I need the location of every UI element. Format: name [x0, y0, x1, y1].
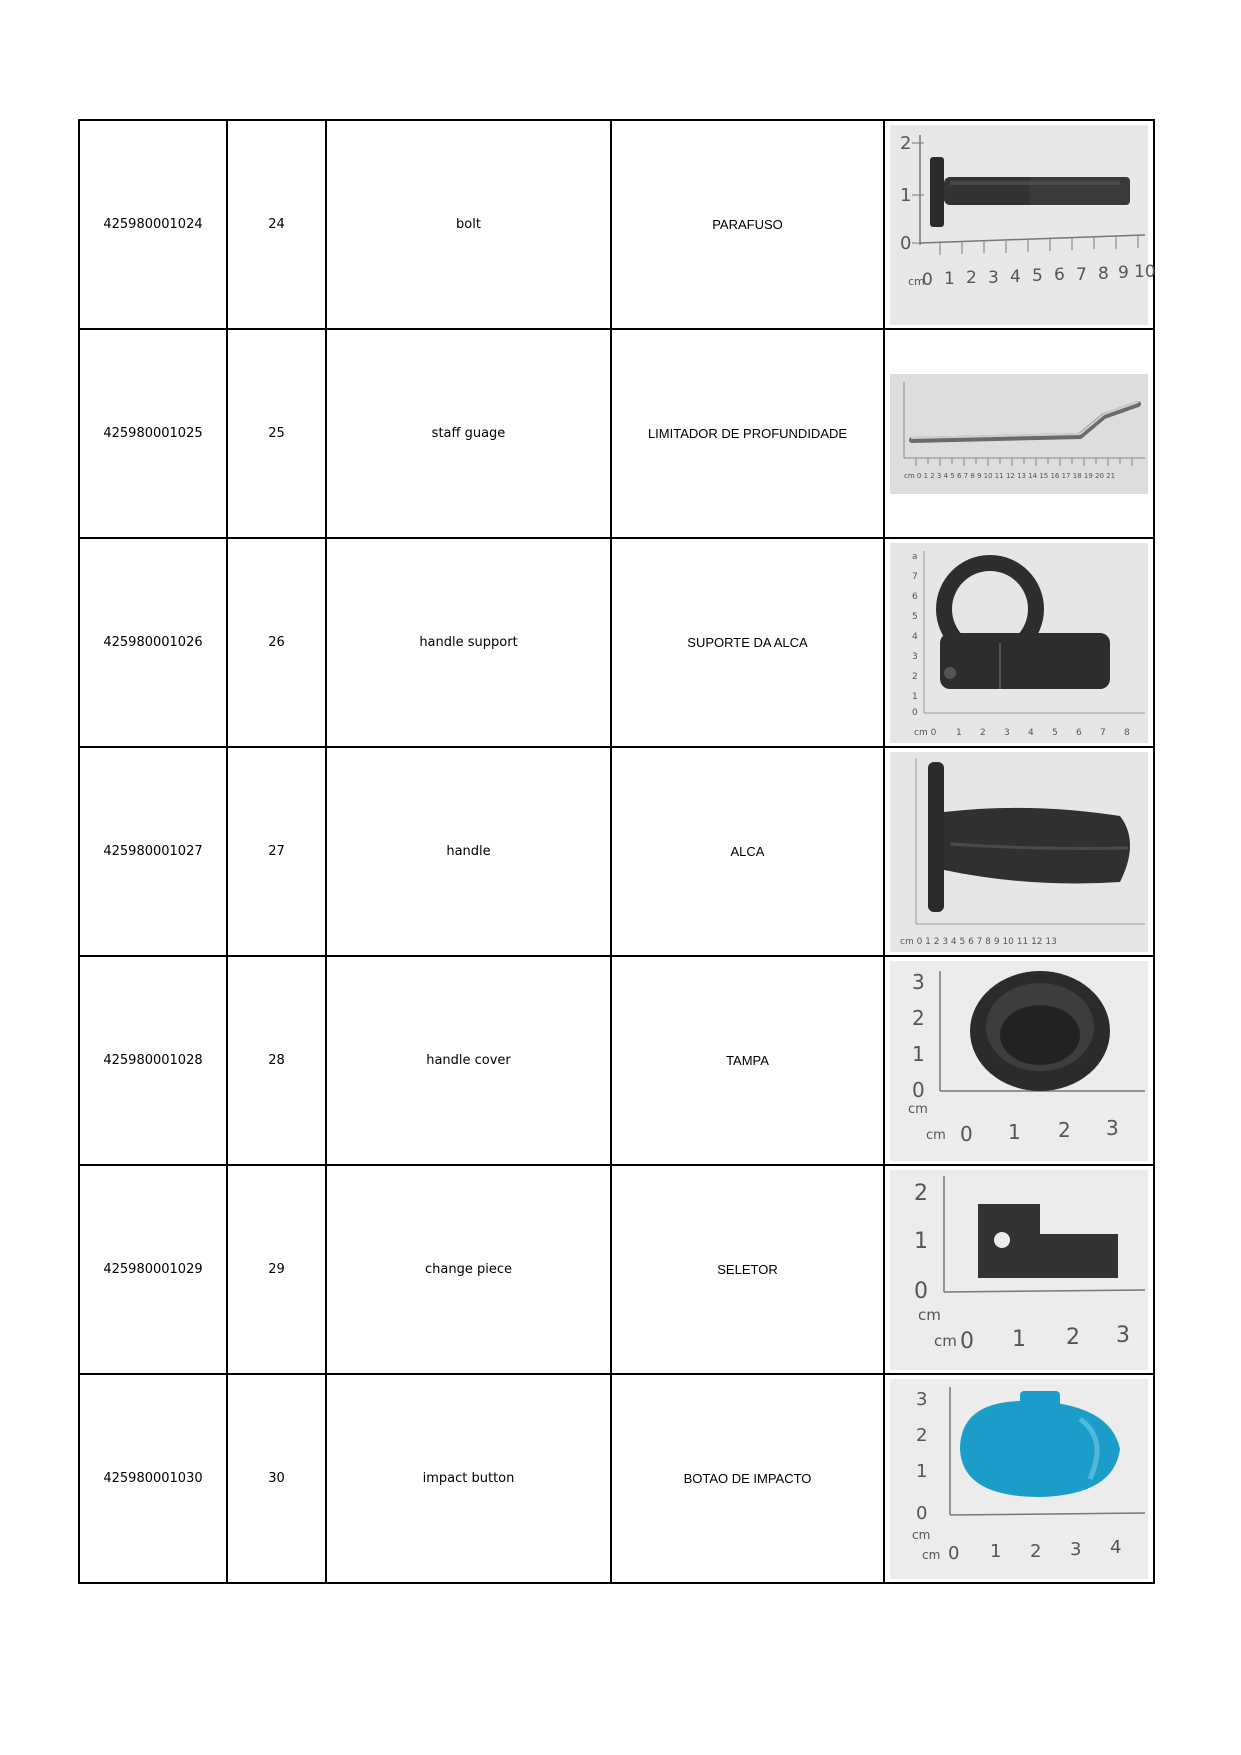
part-number-cell: 425980001024: [79, 120, 227, 329]
svg-text:1: 1: [944, 268, 955, 289]
english-name-cell: impact button: [326, 1374, 611, 1583]
svg-text:0: 0: [912, 1077, 925, 1102]
table-row: [79, 1374, 1154, 1583]
position-cell: 29: [227, 1165, 326, 1374]
svg-text:0: 0: [916, 1502, 928, 1524]
svg-text:cm: cm: [926, 1127, 946, 1143]
position-cell: 28: [227, 956, 326, 1165]
table-row: [79, 120, 1154, 329]
table-row: [79, 747, 1154, 956]
svg-text:6: 6: [1054, 264, 1065, 285]
svg-text:5: 5: [1032, 265, 1043, 286]
table-row: [79, 956, 1154, 1165]
side-handle-image: [890, 752, 1148, 952]
svg-text:1: 1: [1008, 1119, 1021, 1144]
svg-text:3: 3: [912, 651, 918, 662]
english-name-cell: staff guage: [326, 329, 611, 538]
position-cell: 25: [227, 329, 326, 538]
svg-text:5: 5: [1052, 727, 1058, 738]
svg-text:8: 8: [1098, 263, 1109, 284]
svg-text:1: 1: [916, 1460, 928, 1482]
parts-table: [78, 119, 1155, 1584]
part-number-cell: 425980001030: [79, 1374, 227, 1583]
english-name-cell: change piece: [326, 1165, 611, 1374]
table-row: [79, 329, 1154, 538]
svg-text:2: 2: [1030, 1540, 1042, 1562]
part-image-cell: [884, 956, 1154, 1165]
svg-text:cm: cm: [934, 1331, 957, 1350]
handle-support-clamp-image: [890, 543, 1148, 743]
part-image-cell: [884, 538, 1154, 747]
english-name-cell: handle cover: [326, 956, 611, 1165]
portuguese-name-cell: TAMPA: [611, 956, 884, 1165]
svg-text:2: 2: [1066, 1324, 1080, 1350]
svg-text:1: 1: [900, 184, 912, 206]
portuguese-name-cell: SUPORTE DA ALCA: [611, 538, 884, 747]
svg-text:cm: cm: [922, 1547, 941, 1562]
svg-text:7: 7: [1100, 727, 1106, 738]
english-name-cell: handle support: [326, 538, 611, 747]
part-number-cell: 425980001027: [79, 747, 227, 956]
svg-text:2: 2: [966, 267, 977, 288]
part-image-cell: [884, 1165, 1154, 1374]
svg-text:0: 0: [960, 1328, 974, 1354]
svg-text:1: 1: [990, 1540, 1002, 1562]
position-cell: 27: [227, 747, 326, 956]
svg-text:4: 4: [912, 631, 918, 642]
svg-text:1: 1: [914, 1228, 928, 1254]
part-number-cell: 425980001025: [79, 329, 227, 538]
svg-text:cm: cm: [908, 274, 925, 288]
portuguese-name-cell: ALCA: [611, 747, 884, 956]
svg-text:0: 0: [900, 232, 912, 254]
svg-text:3: 3: [912, 969, 925, 994]
part-number-cell: 425980001029: [79, 1165, 227, 1374]
part-number-cell: 425980001028: [79, 956, 227, 1165]
svg-text:2: 2: [912, 671, 918, 682]
depth-gauge-rod-image: [890, 374, 1148, 494]
svg-text:0: 0: [922, 269, 933, 290]
svg-text:2: 2: [1058, 1117, 1071, 1142]
part-image-cell: [884, 747, 1154, 956]
blue-button-image: [890, 1379, 1148, 1579]
english-name-cell: handle: [326, 747, 611, 956]
portuguese-name-cell: SELETOR: [611, 1165, 884, 1374]
svg-text:cm: cm: [908, 1101, 928, 1117]
svg-text:0: 0: [960, 1121, 973, 1146]
svg-text:9: 9: [1118, 262, 1129, 283]
svg-text:cm: cm: [918, 1305, 941, 1324]
svg-text:4: 4: [1010, 266, 1021, 287]
svg-text:5: 5: [912, 611, 918, 622]
table-row: [79, 538, 1154, 747]
svg-text:6: 6: [912, 591, 918, 602]
svg-text:3: 3: [1004, 727, 1010, 738]
part-number-cell: 425980001026: [79, 538, 227, 747]
svg-text:cm: cm: [912, 1527, 931, 1542]
svg-text:10: 10: [1134, 261, 1156, 282]
svg-text:1: 1: [912, 1041, 925, 1066]
svg-text:2: 2: [900, 132, 912, 154]
svg-text:8: 8: [1124, 727, 1130, 738]
position-cell: 26: [227, 538, 326, 747]
position-cell: 24: [227, 120, 326, 329]
selector-plate-image: [890, 1170, 1148, 1370]
position-cell: 30: [227, 1374, 326, 1583]
svg-text:1: 1: [1012, 1326, 1026, 1352]
part-image-cell: [884, 1374, 1154, 1583]
portuguese-name-cell: PARAFUSO: [611, 120, 884, 329]
svg-text:3: 3: [1106, 1115, 1119, 1140]
svg-text:a: a: [912, 551, 918, 562]
svg-text:3: 3: [1116, 1322, 1130, 1348]
portuguese-name-cell: LIMITADOR DE PROFUNDIDADE: [611, 329, 884, 538]
table-row: [79, 1165, 1154, 1374]
svg-text:2: 2: [916, 1424, 928, 1446]
svg-text:3: 3: [988, 267, 999, 288]
round-cap-image: [890, 961, 1148, 1161]
svg-text:1: 1: [956, 727, 962, 738]
svg-text:7: 7: [1076, 264, 1087, 285]
svg-text:4: 4: [1028, 727, 1034, 738]
svg-text:1: 1: [912, 691, 918, 702]
svg-text:6: 6: [1076, 727, 1082, 738]
svg-text:cm 0 1 2 3 4 5 6 7 8 9 10 11 1: cm 0 1 2 3 4 5 6 7 8 9 10 11 12 13 14 15 16 17 18 19 20 21: [904, 471, 1116, 480]
svg-text:7: 7: [912, 571, 918, 582]
svg-text:cm 0: cm 0: [914, 727, 937, 738]
svg-text:4: 4: [1110, 1536, 1122, 1558]
part-image-cell: [884, 120, 1154, 329]
part-image-cell: [884, 329, 1154, 538]
svg-text:2: 2: [914, 1180, 928, 1206]
svg-text:3: 3: [1070, 1538, 1082, 1560]
svg-text:3: 3: [916, 1388, 928, 1410]
svg-text:cm 0 1 2 3 4 5 6 7 8: cm 0 1 2 3 4 5 6 7 8 9 10 11 12 13: [900, 936, 1057, 947]
bolt-image: [890, 125, 1156, 325]
svg-text:0: 0: [912, 707, 918, 718]
svg-text:0: 0: [914, 1278, 928, 1304]
svg-text:0: 0: [948, 1542, 960, 1564]
english-name-cell: bolt: [326, 120, 611, 329]
svg-text:2: 2: [980, 727, 986, 738]
svg-text:2: 2: [912, 1005, 925, 1030]
portuguese-name-cell: BOTAO DE IMPACTO: [611, 1374, 884, 1583]
